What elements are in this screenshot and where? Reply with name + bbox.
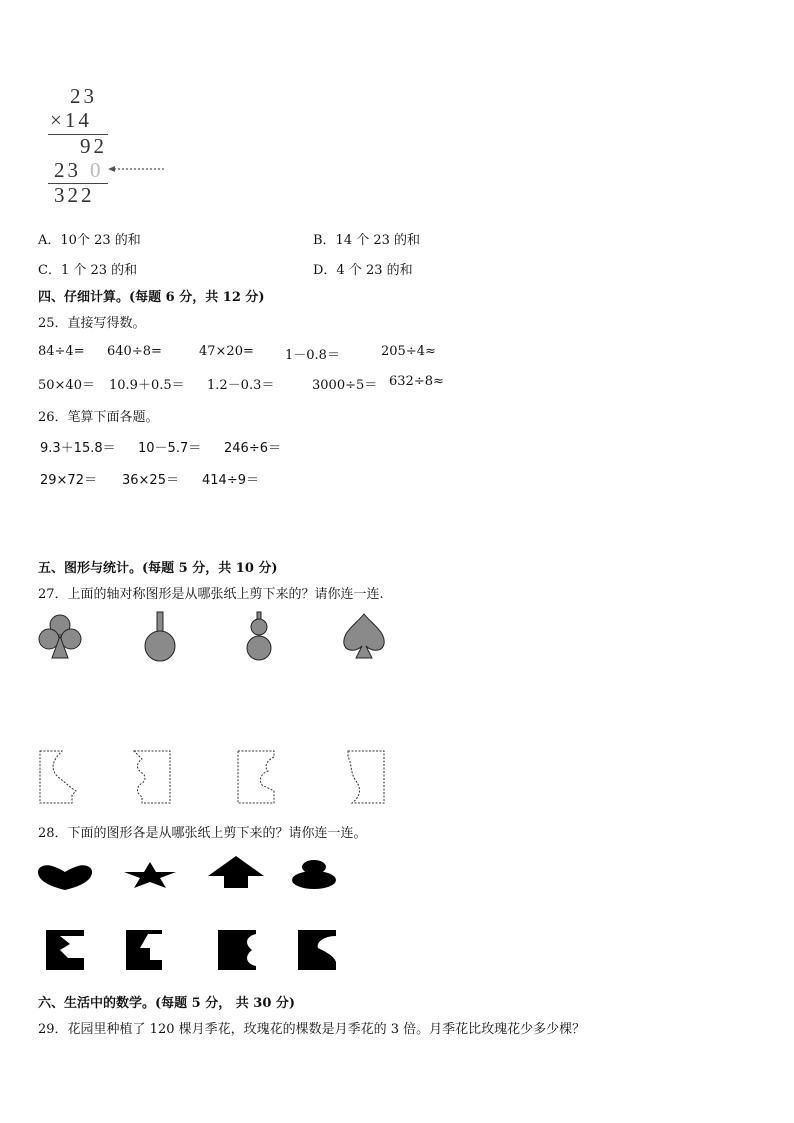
q26-r1-c3: 246÷6＝ <box>224 441 281 456</box>
q25-r1-c1: 84÷4= <box>38 344 85 359</box>
arrow-up-icon <box>208 856 264 888</box>
option-a: A．10个 23 的和 <box>38 233 141 248</box>
q25-r2-c5: 632÷8≈ <box>389 374 444 389</box>
heart-icon <box>38 864 92 890</box>
q26-r2-c2: 36×25＝ <box>122 473 179 488</box>
q26-r2-c3: 414÷9＝ <box>202 473 259 488</box>
mushroom-icon <box>292 860 336 890</box>
cut-paper-2 <box>132 751 174 803</box>
q29-text: 29．花园里种植了 120 棵月季花，玫瑰花的棵数是月季花的 3 倍。月季花比玫瑰花少多少棵？ <box>38 1022 586 1037</box>
q27-title: 27．上面的轴对称图形是从哪张纸上剪下来的？请你连一连. <box>38 587 384 602</box>
mult-row-2: ×14 <box>50 108 92 132</box>
q25-r2-c3: 1.2－0.3＝ <box>207 378 275 393</box>
cut-paper-1 <box>38 751 80 803</box>
star-icon <box>124 862 176 888</box>
q25-r1-c4: 1－0.8＝ <box>285 348 340 363</box>
mult-row-5: 322 <box>54 183 95 207</box>
q25-r2-c4: 3000÷5＝ <box>312 378 378 393</box>
mult-row-1: 23 <box>70 84 97 108</box>
section-5-title: 五、图形与统计。(每题 5 分，共 10 分) <box>38 561 278 576</box>
q26-title: 26．笔算下面各题。 <box>38 410 159 425</box>
mult-row-4: 23 <box>54 158 81 182</box>
option-d: D．4 个 23 的和 <box>313 263 413 278</box>
cut-paper-3 <box>236 751 278 803</box>
mult-placeholder-digit: 0 <box>90 158 104 182</box>
q26-r1-c2: 10－5.7＝ <box>138 441 202 456</box>
q25-r1-c5: 205÷4≈ <box>381 344 436 359</box>
section-6-title: 六、生活中的数学。(每题 5 分， 共 30 分) <box>38 996 296 1011</box>
q25-r1-c3: 47×20= <box>199 344 254 359</box>
q26-r2-c1: 29×72＝ <box>40 473 97 488</box>
mult-row-3: 92 <box>80 134 107 158</box>
folded-paper-4 <box>298 930 336 970</box>
q26-r1-c1: 9.3＋15.8＝ <box>40 441 116 456</box>
q25-title: 25．直接写得数。 <box>38 316 146 331</box>
section-4-title: 四、仔细计算。(每题 6 分，共 12 分) <box>38 290 265 305</box>
cut-paper-4 <box>346 751 388 803</box>
option-c: C．1 个 23 的和 <box>38 263 138 278</box>
folded-paper-3 <box>218 930 256 970</box>
q28-title: 28．下面的图形各是从哪张纸上剪下来的？请你连一连。 <box>38 826 367 841</box>
gourd-icon <box>244 612 274 662</box>
option-b: B．14 个 23 的和 <box>313 233 421 248</box>
lollipop-icon <box>142 612 178 662</box>
folded-paper-2 <box>126 930 162 970</box>
dotted-arrow-icon <box>108 164 164 174</box>
folded-paper-1 <box>46 930 84 970</box>
q25-r2-c2: 10.9＋0.5＝ <box>109 378 185 393</box>
q25-r2-c1: 50×40＝ <box>38 378 95 393</box>
club-icon <box>38 614 82 660</box>
spade-icon <box>342 614 386 660</box>
vertical-multiplication <box>48 84 178 214</box>
q25-r1-c2: 640÷8= <box>107 344 162 359</box>
